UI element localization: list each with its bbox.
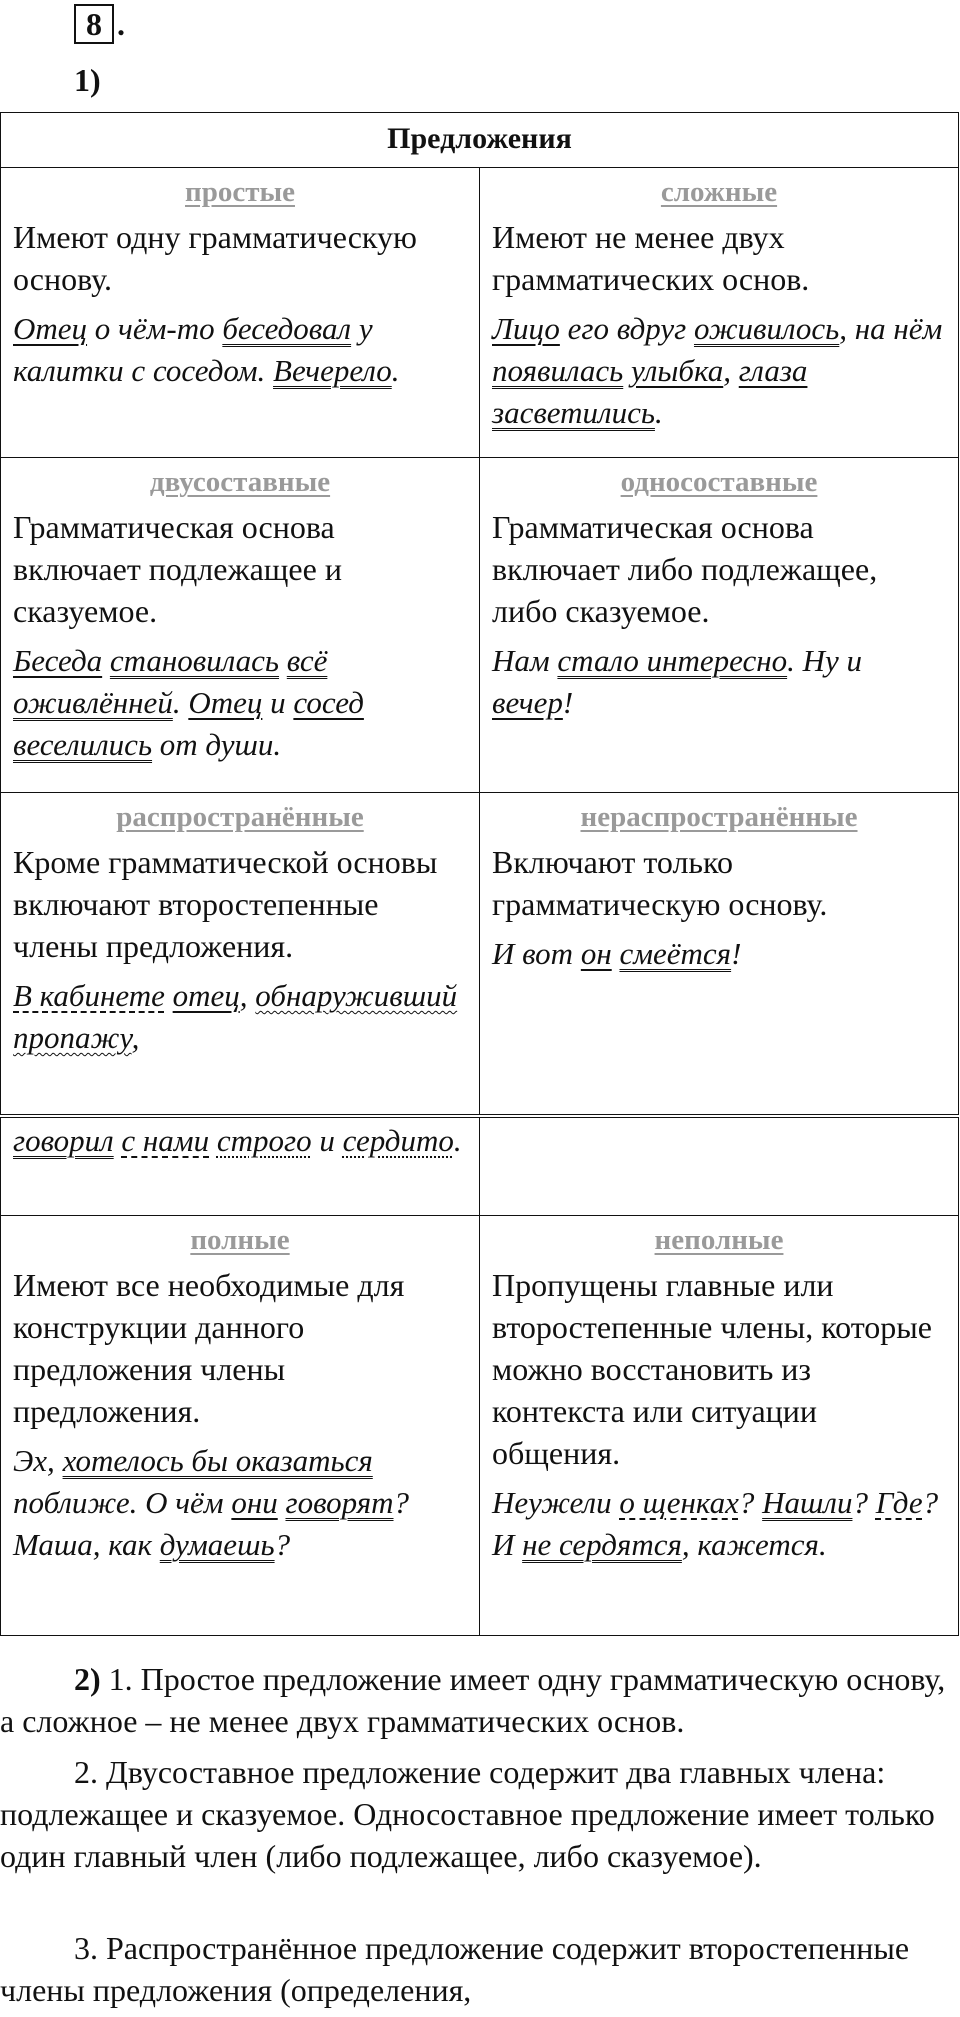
cell-non-extended bbox=[480, 793, 959, 1115]
definition-text: Грамматическая основа включает либо подлежащее, либо сказуемое. bbox=[492, 509, 878, 629]
sentence-types-table-continued bbox=[0, 1117, 959, 1636]
exercise-number: 8 bbox=[86, 6, 102, 42]
exercise-number-dot: . bbox=[117, 6, 125, 42]
example-text: Беседа становилась всё оживлённей. Отец и сосед веселились от души. bbox=[13, 643, 364, 762]
category-label: двусоставные bbox=[149, 466, 331, 498]
cell-empty bbox=[480, 1118, 959, 1216]
example-text: Нам стало интересно. Ну и вечер! bbox=[492, 643, 863, 720]
category-label: нераспространённые bbox=[580, 801, 858, 833]
category-label: простые bbox=[185, 176, 295, 208]
definition-text: Имеют одну грамматическую основу. bbox=[13, 219, 417, 297]
example-text: Лицо его вдруг оживилось, на нём появилась улыбка, глаза засветились. bbox=[492, 311, 943, 430]
category-label: полные bbox=[190, 1224, 290, 1256]
answer-paragraph-2: 2. Двусоставное предложение содержит два главных члена: подлежащее и сказуемое. Односоставное предложение имеет только один главный член (либо подлежащее, либо сказуемое). bbox=[0, 1754, 935, 1874]
definition-text: Имеют все необходимые для конструкции данного предложения члены предложения. bbox=[13, 1267, 405, 1429]
cell-one-part bbox=[480, 458, 959, 793]
cell-extended bbox=[1, 793, 480, 1115]
example-text: Отец о чём-то беседовал у калитки с соседом. Вечерело. bbox=[13, 311, 400, 388]
example-text: Эх, хотелось бы оказаться поближе. О чём они говорят? Маша, как думаешь? bbox=[13, 1443, 410, 1562]
answer-paragraph-3: 3. Распространённое предложение содержит второстепенные члены предложения (определения, bbox=[0, 1930, 910, 2008]
part-2-label: 2) bbox=[74, 1661, 101, 1697]
category-label: неполные bbox=[654, 1224, 784, 1256]
example-text: И вот он смеётся! bbox=[492, 936, 742, 971]
answer-paragraph-1: 2) 1. Простое предложение имеет одну грамматическую основу, а сложное – не менее двух грамматических основ. bbox=[0, 1661, 946, 1739]
definition-text: Кроме грамматической основы включают второстепенные члены предложения. bbox=[13, 844, 438, 964]
category-label: сложные bbox=[660, 176, 778, 208]
definition-text: Включают только грамматическую основу. bbox=[492, 844, 828, 922]
category-label: односоставные bbox=[620, 466, 818, 498]
cell-extended-continued bbox=[1, 1118, 480, 1216]
definition-text: Имеют не менее двух грамматических основ. bbox=[492, 219, 810, 297]
example-text: говорил с нами строго и сердито. bbox=[13, 1123, 462, 1158]
cell-two-part bbox=[1, 458, 480, 793]
example-text: В кабинете отец, обнаруживший пропажу, bbox=[13, 978, 458, 1055]
cell-simple bbox=[1, 168, 480, 458]
exercise-number-box bbox=[74, 4, 114, 44]
table-row bbox=[1, 458, 959, 793]
definition-text: Грамматическая основа включает подлежащее и сказуемое. bbox=[13, 509, 342, 629]
table-row bbox=[1, 168, 959, 458]
table-row bbox=[1, 793, 959, 1115]
definition-text: Пропущены главные или второстепенные члены, которые можно восстановить из контекста или ситуации общения. bbox=[492, 1267, 932, 1471]
table-header-row bbox=[1, 113, 959, 168]
table-row bbox=[1, 1118, 959, 1216]
sentence-types-table bbox=[0, 112, 959, 1115]
cell-complex bbox=[480, 168, 959, 458]
cell-complete bbox=[1, 1216, 480, 1636]
part-1-label: 1) bbox=[74, 62, 101, 98]
cell-incomplete bbox=[480, 1216, 959, 1636]
table-header: Предложения bbox=[1, 113, 959, 168]
table-row bbox=[1, 1216, 959, 1636]
example-text: Неужели о щенках? Нашли? Где? И не сердятся, кажется. bbox=[492, 1485, 939, 1562]
category-label: распространённые bbox=[116, 801, 364, 833]
